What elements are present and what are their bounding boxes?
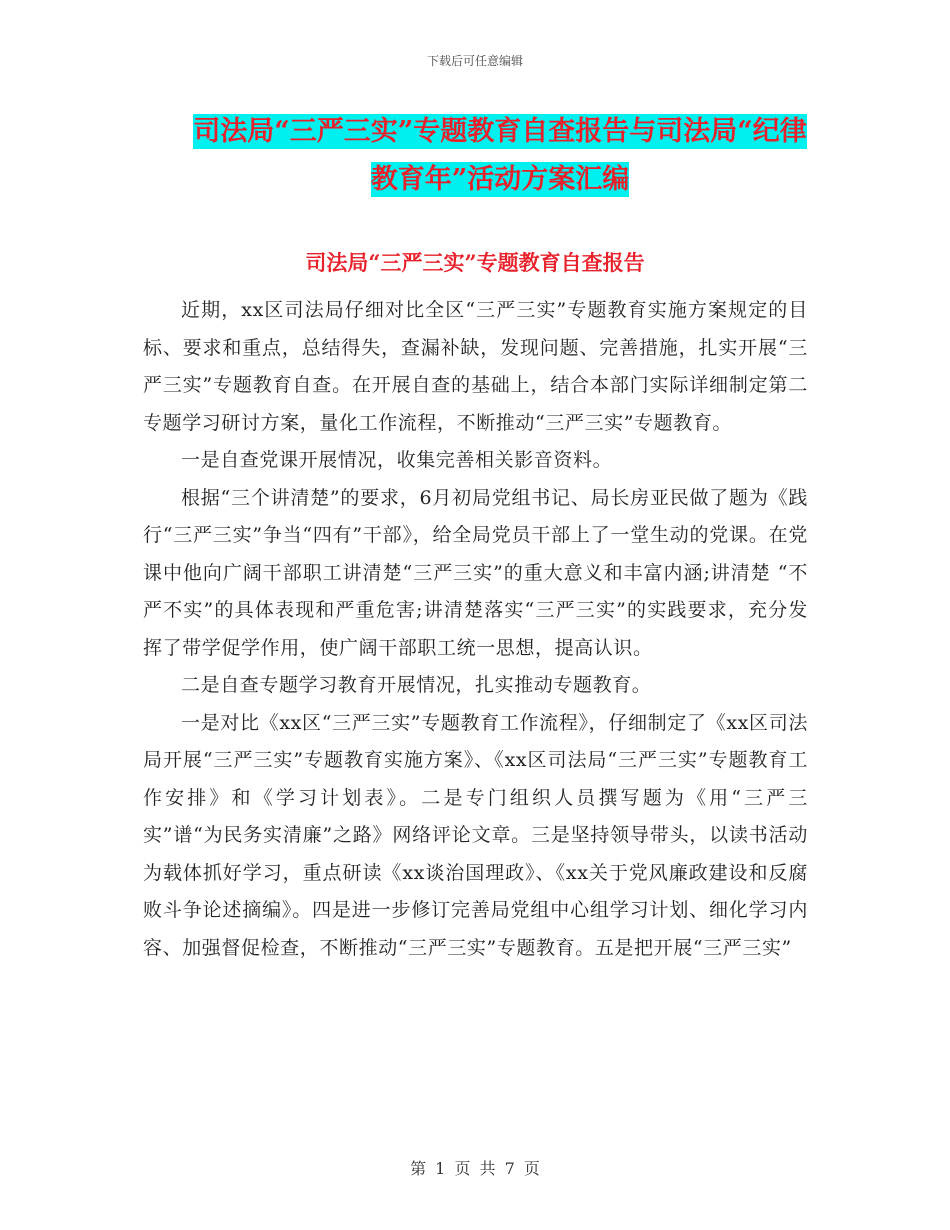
paragraph: 二是自查专题学习教育开展情况，扎实推动专题教育。	[181, 674, 652, 696]
paragraph: 一是自查党课开展情况，收集完善相关影音资料。	[181, 449, 613, 471]
paragraph: 一是对比《xx区“三严三实”专题教育工作流程》，仔细制定了《xx区司法局开展“三严三实”专题教育实施方案》、《xx区司法局“三严三实”专题教育工作安排》和《学习计划表》。二是专门组织人员撰写题为《用“三严三实”谱“为民务实清廉”之路》网络评论文章。三是坚持领导带头，以读书活动为载体抓好学习，重点研读《xx谈治国理政》、《xx关于党风廉政建设和反腐败斗争论述摘编》。四是进一步修订完善局党组中心组学习计划、细化学习内容、加强督促检查，不断推动“三严三实”专题教育。五是把开展“三严三实”	[143, 711, 808, 959]
document-title	[180, 108, 820, 204]
paragraph: 近期，xx区司法局仔细对比全区“三严三实”专题教育实施方案规定的目标、要求和重点，总结得失，查漏补缺，发现问题、完善措施，扎实开展“三严三实”专题教育自查。在开展自查的基础上，结合本部门实际详细制定第二专题学习研讨方案，量化工作流程，不断推动“三严三实”专题教育。	[143, 299, 808, 434]
page-footer: 第 1 页 共 7 页	[410, 1159, 540, 1178]
page-header-note: 下载后可任意编辑	[426, 54, 523, 68]
paragraph: 根据“三个讲清楚”的要求，6月初局党组书记、局长房亚民做了题为《践行“三严三实”争当“四有”干部》，给全局党员干部上了一堂生动的党课。在党课中他向广阔干部职工讲清楚“三严三实”的重大意义和丰富内涵;讲清楚 “不严不实”的具体表现和严重危害;讲清楚落实“三严三实”的实践要求，充分发挥了带学促学作用，使广阔干部职工统一思想，提高认识。	[143, 486, 808, 659]
document-title-text: 司法局“三严三实”专题教育自查报告与司法局“纪律教育年”活动方案汇编	[193, 116, 807, 195]
section-title: 司法局“三严三实”专题教育自查报告	[305, 250, 645, 275]
document-body	[143, 292, 808, 967]
